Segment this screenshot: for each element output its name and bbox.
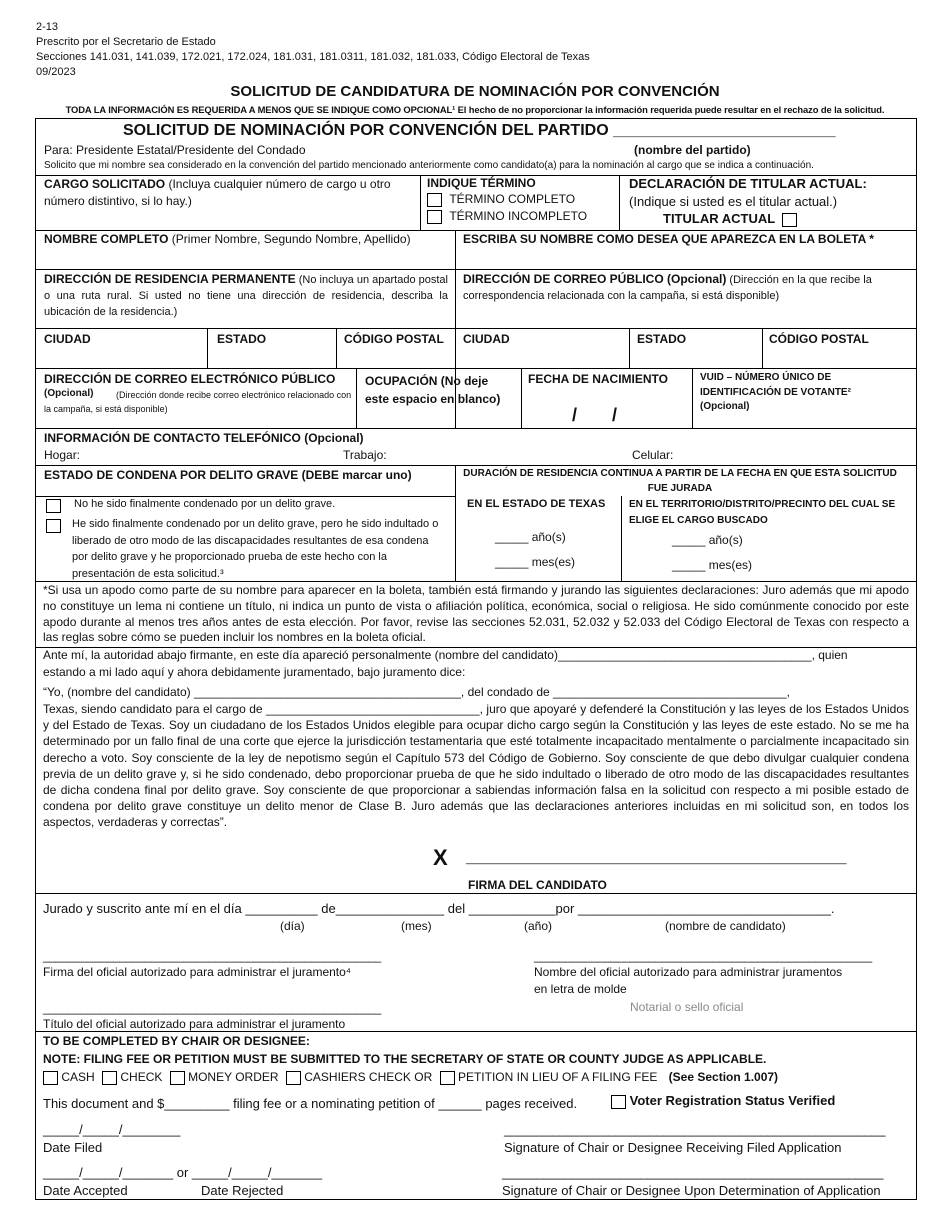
mailing-hint: (Dirección en la que recibe la correspondencia relacionada con la campaña, si está disponible) (463, 274, 872, 302)
felony-label: ESTADO DE CONDENA POR DELITO GRAVE (DEBE marcar uno) (44, 468, 412, 482)
divider (207, 328, 208, 368)
mailing-label: DIRECCIÓN DE CORREO PÚBLICO (Opcional) (463, 272, 727, 286)
check-label: CHECK (120, 1070, 163, 1084)
unexpired-term-label: TÉRMINO INCOMPLETO (449, 209, 588, 223)
see-section-label: (See Section 1.007) (668, 1070, 779, 1084)
incumbent-hint: (Indique si usted es el titular actual.) (629, 194, 838, 209)
request-text: Solicito que mi nombre sea considerado en la convención del partido mencionado anteriormente como candidato(a) para la nominación al cargo que se indica a continuación. (44, 160, 814, 171)
term-label: INDIQUE TÉRMINO (427, 176, 536, 190)
office-sought-field[interactable] (44, 176, 414, 210)
cashiers-check-label: CASHIERS CHECK OR (304, 1070, 433, 1084)
dob-field[interactable]: FECHA DE NACIMIENTO (528, 372, 669, 386)
money-order-label: MONEY ORDER (188, 1070, 279, 1084)
check-checkbox[interactable] (102, 1071, 117, 1085)
addressee: Para: Presidente Estatal/Presidente del Condado (44, 143, 306, 157)
divider (36, 428, 916, 429)
officer-title-line[interactable]: _____________________________________________________ (43, 1001, 381, 1015)
chair-note: NOTE: FILING FEE OR PETITION MUST BE SUBMITTED TO THE SECRETARY OF STATE OR COUNTY JUDGE AS APPLICABLE. (43, 1052, 767, 1066)
occupation-field[interactable]: OCUPACIÓN (No deje este espacio en blanco) (365, 374, 501, 406)
oath-line-2: estando a mi lado aquí y ahora debidamente juramentado, bajo juramento dice: (43, 665, 466, 679)
district-months-field[interactable]: _____ mes(es) (672, 558, 753, 572)
oath-line-1[interactable]: Ante mí, la autoridad abajo firmante, en este día apareció personalmente (nombre del candidato)______________________________________, quien (43, 648, 848, 662)
notary-seal-area: Notarial o sello oficial (630, 1000, 744, 1014)
officer-title-label: Título del oficial autorizado para administrar el juramento (43, 1017, 346, 1031)
work-phone-field[interactable]: Trabajo: (343, 448, 387, 462)
email-optional: (Opcional) (44, 388, 94, 399)
cash-checkbox[interactable] (43, 1071, 58, 1085)
cell-phone-field[interactable]: Celular: (632, 448, 674, 462)
divider (36, 496, 455, 497)
incumbent-label: DECLARACIÓN DE TITULAR ACTUAL: (629, 176, 867, 191)
petition-label: PETITION IN LIEU OF A FILING FEE (457, 1070, 658, 1084)
document-received-line[interactable]: This document and $_________ filing fee or a nominating petition of ______ pages received. (43, 1096, 578, 1111)
residence-city-field[interactable]: CIUDAD (44, 332, 91, 346)
required-notice: TODA LA INFORMACIÓN ES REQUERIDA A MENOS QUE SE INDIQUE COMO OPCIONAL¹ El hecho de no proporcionar la información requerida puede resultar en el rechazo de la solicitud. (65, 104, 885, 115)
payment-options (43, 1070, 778, 1085)
code-sections: Secciones 141.031, 141.039, 172.021, 172.024, 181.031, 181.0311, 181.032, 181.033, Código Electoral de Texas (36, 51, 590, 63)
district-years-field[interactable]: _____ año(s) (672, 533, 743, 547)
divider (619, 175, 620, 230)
accept-reject-date-line[interactable]: _____/_____/_______ or _____/_____/_______ (43, 1165, 323, 1180)
vuid-label: VUID – NÚMERO ÚNICO DE IDENTIFICACIÓN DE VOTANTE² (700, 372, 851, 398)
divider (36, 328, 916, 329)
unexpired-term-option[interactable] (427, 209, 587, 224)
divider (420, 175, 421, 230)
divider (36, 893, 916, 894)
home-phone-field[interactable]: Hogar: (44, 448, 81, 462)
incumbent-option[interactable] (663, 211, 797, 227)
divider (356, 368, 357, 428)
vuid-field[interactable] (700, 371, 912, 415)
phone-label: INFORMACIÓN DE CONTACTO TELEFÓNICO (Opcional) (44, 431, 364, 445)
candidate-signature-line[interactable]: ______________________________________ (466, 846, 847, 866)
date-filed-label: Date Filed (43, 1140, 103, 1155)
cashiers-check-checkbox[interactable] (286, 1071, 301, 1085)
officer-name-line[interactable]: _____________________________________________________ (534, 949, 872, 963)
felony-option-2: He sido finalmente condenado por un delito grave, pero he sido indultado o liberado de otro modo de las discapacidades resultantes de esa condena por delito grave y he proporcionado prueba de este hecho con la presentación de esta solicitud.³ (72, 518, 439, 580)
date-accepted-label: Date Accepted (43, 1183, 128, 1198)
voter-verified-option[interactable] (611, 1093, 835, 1109)
officer-name-label: Nombre del oficial autorizado para administrar juramentos (534, 965, 843, 979)
incumbent-checkbox[interactable] (782, 213, 797, 227)
felony-option-1: No he sido finalmente condenado por un delito grave. (74, 498, 336, 510)
officer-signature-label: Firma del oficial autorizado para administrar el juramento⁴ (43, 965, 351, 979)
dob-slashes: / / (572, 405, 618, 425)
email-hint: (Dirección donde recibe correo electrónico relacionado con la campaña, si está disponible) (44, 390, 352, 414)
felony-option-2-checkbox[interactable] (46, 518, 61, 533)
divider (762, 328, 763, 368)
texas-residence-label: EN EL ESTADO DE TEXAS (467, 498, 606, 510)
money-order-checkbox[interactable] (170, 1071, 185, 1085)
full-term-checkbox[interactable] (427, 193, 442, 207)
jurat-year-label: (año) (524, 919, 553, 933)
jurat-line[interactable]: Jurado y suscrito ante mí en el día __________ de_______________ del ____________por ___________________________________. (43, 901, 835, 916)
oath-line-3[interactable]: “Yo, (nombre del candidato) ________________________________________, del condado de ___________________________________, (43, 685, 790, 699)
full-name-label: NOMBRE COMPLETO (44, 232, 169, 246)
office-hint: (Incluya cualquier número de cargo u otro número distintivo, si lo hay.) (44, 177, 391, 208)
nickname-notice: *Si usa un apodo como parte de su nombre para aparecer en la boleta, también está firmando y jurando las siguientes declaraciones: Juro además que mi apodo no constituye un lema ni contiene un título, ni indica un punto de vista o afiliación política, económica, social o religiosa. He sido comúnmente conocido por este apodo durante al menos tres años antes de esta elección. Por favor, revise las secciones 52.031, 52.032 y 52.033 del Código Electoral de Texas con respecto a las reglas sobre cómo se pueden incluir los nombres en la boleta oficial. (43, 583, 909, 645)
form-date: 09/2023 (36, 66, 76, 78)
party-name-label: (nombre del partido) (634, 143, 751, 157)
divider (336, 328, 337, 368)
cash-label: CASH (61, 1070, 95, 1084)
full-term-option[interactable] (427, 192, 575, 207)
prescribed-by: Prescrito por el Secretario de Estado (36, 36, 216, 48)
voter-verified-label: Voter Registration Status Verified (629, 1093, 836, 1108)
residence-address-field[interactable] (44, 271, 448, 320)
candidate-signature-label: FIRMA DEL CANDIDATO (468, 878, 607, 892)
mailing-address-field[interactable] (463, 271, 893, 304)
felony-option-1-checkbox[interactable] (46, 498, 61, 513)
signature-x-mark: X (433, 845, 448, 870)
unexpired-term-checkbox[interactable] (427, 210, 442, 224)
mailing-city-field[interactable]: CIUDAD (463, 332, 510, 346)
office-label: CARGO SOLICITADO (44, 177, 166, 191)
divider (692, 368, 693, 428)
officer-signature-line[interactable]: _____________________________________________________ (43, 949, 381, 963)
oath-body: Texas, siendo candidato para el cargo de ________________________________, juro que apoyaré y defenderé la Constitución y las leyes de los Estados Unidos y del Estado de Texas. Soy un ciudadano de los Estados Unidos elegible para ocupar dicho cargo según la Constitución y las leyes de este estado. No se me ha determinado por un fallo final de una corte que ejerce la jurisdicción testamentaria que esté totalmente incapacitado mentalmente o parcialmente incapacitado sin derecho a voto. Soy consciente de la ley de nepotismo según el Capítulo 573 del Código de Gobierno. Soy consciente de que debo divulgar cualquier condena previa de un delito grave y, si he sido condenado, debo proporcionar prueba de que he sido indultado o liberado de otro modo de las discapacidades resultantes de dicha condena final por delito grave. Soy consciente de que proporcionar a sabiendas información falsa en la solicitud con respecto a mi posible estado de condena por delito grave constituye un delito menor de Clase B. Juro además que las declaraciones anteriores incluidas en mi solicitud son, en todos los aspectos, verdaderas y correctas”. (43, 702, 909, 830)
ballot-name-field[interactable]: ESCRIBA SU NOMBRE COMO DESEA QUE APAREZCA EN LA BOLETA * (463, 232, 874, 246)
divider (36, 368, 916, 369)
form-title: SOLICITUD DE CANDIDATURA DE NOMINACIÓN POR CONVENCIÓN (230, 83, 720, 100)
residence-state-field[interactable]: ESTADO (217, 332, 267, 346)
date-rejected-label: Date Rejected (201, 1183, 284, 1198)
texas-months-field[interactable]: _____ mes(es) (495, 555, 576, 569)
divider (455, 465, 456, 581)
texas-years-field[interactable]: _____ año(s) (495, 530, 566, 544)
divider (621, 496, 622, 581)
determination-signature-label: Signature of Chair or Designee Upon Determination of Application (502, 1183, 881, 1198)
petition-checkbox[interactable] (440, 1071, 455, 1085)
voter-verified-checkbox[interactable] (611, 1095, 626, 1109)
mailing-zip-field[interactable]: CÓDIGO POSTAL (769, 332, 869, 346)
divider (36, 230, 916, 231)
jurat-candidate-label: (nombre de candidato) (665, 919, 786, 933)
residence-duration-label: DURACIÓN DE RESIDENCIA CONTINUA A PARTIR DE LA FECHA EN QUE ESTA SOLICITUD FUE JURADA (463, 468, 897, 494)
divider (36, 1031, 916, 1032)
district-residence-label: EN EL TERRITORIO/DISTRITO/PRECINTO DEL CUAL SE ELIGE EL CARGO BUSCADO (629, 499, 896, 526)
receiving-signature-line[interactable]: _______________________________________________________ (504, 1122, 886, 1137)
divider (521, 368, 522, 428)
receiving-signature-label: Signature of Chair or Designee Receiving Filed Application (504, 1140, 842, 1155)
divider (36, 269, 916, 270)
jurat-month-label: (mes) (401, 919, 432, 933)
determination-signature-line[interactable]: _______________________________________________________ (502, 1165, 884, 1180)
residence-hint: (No incluya un apartado postal o una ruta rural. Si usted no tiene una dirección de residencia, describa la ubicación de la residencia.) (44, 274, 448, 318)
jurat-day-label: (día) (280, 919, 305, 933)
residence-label: DIRECCIÓN DE RESIDENCIA PERMANENTE (44, 272, 296, 286)
officer-name-label-2: en letra de molde (534, 982, 627, 996)
full-term-label: TÉRMINO COMPLETO (449, 192, 576, 206)
date-filed-line[interactable]: _____/_____/________ (43, 1122, 181, 1137)
full-name-hint: (Primer Nombre, Segundo Nombre, Apellido) (171, 232, 411, 246)
divider (629, 328, 630, 368)
incumbent-check-label: TITULAR ACTUAL (663, 211, 775, 226)
mailing-state-field[interactable]: ESTADO (637, 332, 687, 346)
email-field[interactable]: DIRECCIÓN DE CORREO ELECTRÓNICO PÚBLICO (44, 372, 336, 386)
party-title[interactable]: SOLICITUD DE NOMINACIÓN POR CONVENCIÓN DEL PARTIDO _________________________ (123, 122, 836, 139)
residence-zip-field[interactable]: CÓDIGO POSTAL (344, 332, 444, 346)
full-name-field[interactable] (44, 232, 411, 246)
chair-heading: TO BE COMPLETED BY CHAIR OR DESIGNEE: (43, 1034, 310, 1048)
vuid-optional: (Opcional) (700, 401, 750, 412)
form-number: 2-13 (36, 21, 59, 33)
